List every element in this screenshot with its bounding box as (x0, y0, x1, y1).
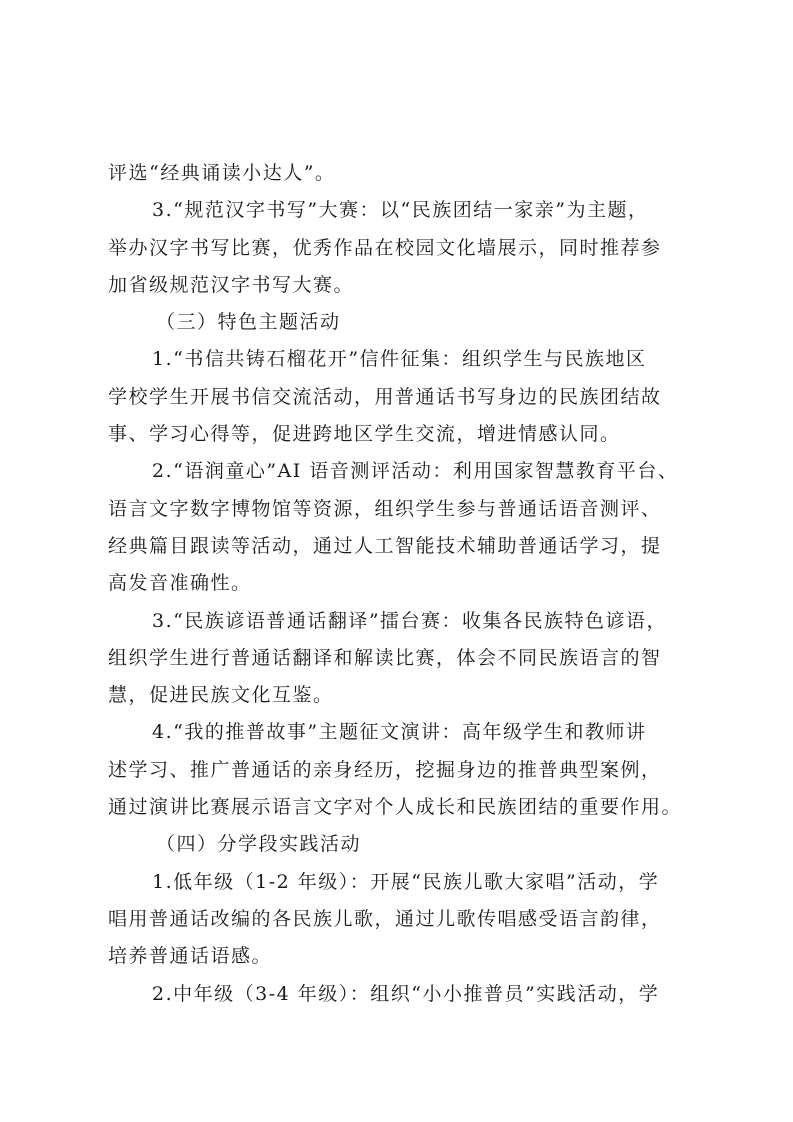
section-heading: （四）分学段实践活动 (156, 833, 362, 856)
body-line: 学校学生开展书信交流活动，用普通话书写身边的民族团结故 (108, 385, 662, 408)
body-line: 加省级规范汉字书写大赛。 (108, 273, 355, 296)
body-line: 培养普通话语感。 (108, 945, 273, 968)
body-line: 经典篇目跟读等活动，通过人工智能技术辅助普通话学习，提 (108, 534, 662, 557)
body-line: 述学习、推广普通话的亲身经历，挖掘身边的推普典型案例， (108, 758, 662, 781)
body-line: 3.“规范汉字书写”大赛：以“民族团结一家亲”为主题， (152, 199, 649, 222)
body-line: 3.“民族谚语普通话翻译”擂台赛：收集各民族特色谚语， (152, 609, 668, 632)
section-heading: （三）特色主题活动 (156, 311, 341, 334)
document-body (108, 155, 694, 1013)
body-line: 慧，促进民族文化互鉴。 (108, 684, 334, 707)
body-line: 唱用普通话改编的各民族儿歌，通过儿歌传唱感受语言韵律， (108, 907, 662, 930)
body-line: 语言文字数字博物馆等资源，组织学生参与普通话语音测评、 (108, 497, 662, 520)
body-line: 通过演讲比赛展示语言文字对个人成长和民族团结的重要作用。 (108, 796, 683, 819)
body-line: 4.“我的推普故事”主题征文演讲：高年级学生和教师讲 (152, 721, 647, 744)
body-line: 2.“语润童心”AI 语音测评活动：利用国家智慧教育平台、 (152, 460, 679, 483)
body-line: 1.低年级（1-2 年级）：开展“民族儿歌大家唱”活动，学 (152, 870, 660, 893)
body-line: 2.中年级（3-4 年级）：组织“小小推普员”实践活动，学 (152, 982, 660, 1005)
body-line: 事、学习心得等，促进跨地区学生交流，增进情感认同。 (108, 423, 621, 446)
body-line: 1.“书信共铸石榴花开”信件征集：组织学生与民族地区 (152, 348, 647, 371)
body-line: 评选“经典诵读小达人”。 (108, 162, 336, 184)
body-line: 举办汉字书写比赛，优秀作品在校园文化墙展示，同时推荐参 (108, 236, 662, 259)
body-line: 高发音准确性。 (108, 572, 252, 595)
body-line: 组织学生进行普通话翻译和解读比赛，体会不同民族语言的智 (108, 646, 662, 669)
